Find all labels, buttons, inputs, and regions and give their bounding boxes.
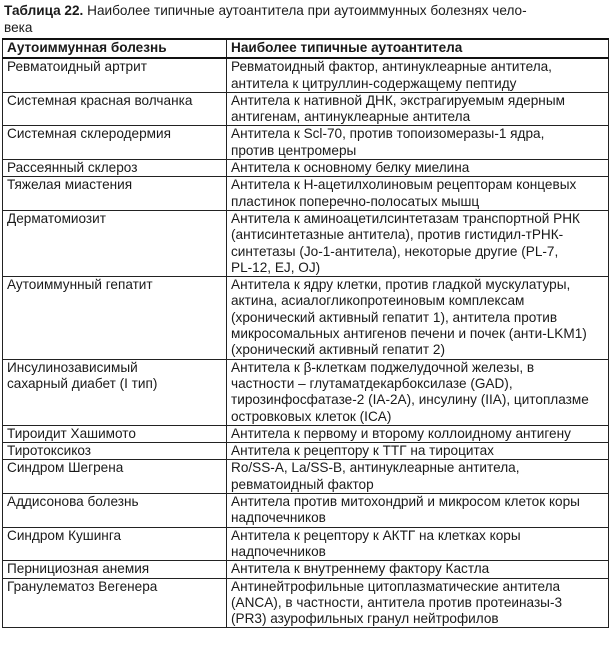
disease-cell xyxy=(3,527,227,561)
table-row xyxy=(3,359,609,425)
antibodies-cell xyxy=(227,92,609,126)
disease-name-line: Инсулинозависимый xyxy=(7,359,138,375)
antibodies-text-line: антигенам, антинуклеарные антитела xyxy=(231,109,471,125)
antibodies-cell xyxy=(227,460,609,494)
antibodies-text-line: Антитела к основному белку миелина xyxy=(231,160,470,176)
disease-name-line: Аддисонова болезнь xyxy=(7,494,139,510)
table-row xyxy=(3,210,609,276)
antibodies-text-line: (хронический активный гепатит 2) xyxy=(231,342,445,358)
disease-cell xyxy=(3,92,227,126)
disease-name-line: Ревматоидный артрит xyxy=(7,59,147,75)
antibodies-text-line: Антитела к аминоацетилсинтетазам транспортной РНК xyxy=(231,210,580,226)
antibodies-text-line: Ревматоидный фактор, антинуклеарные антитела, xyxy=(231,59,552,75)
column-header-antibodies: Наиболее типичные аутоантитела xyxy=(227,39,609,58)
disease-cell xyxy=(3,561,227,578)
table-caption-label: Таблица 22. xyxy=(4,3,84,18)
column-header-disease: Аутоиммунная болезнь xyxy=(3,39,227,58)
antibodies-cell xyxy=(227,126,609,160)
antibodies-cell xyxy=(227,561,609,578)
table-row xyxy=(3,578,609,628)
antibodies-text-line: синтетазы (Jo-1-антитела), некоторые другие (PL-7, xyxy=(231,243,559,259)
table-row xyxy=(3,425,609,442)
antibodies-text-line: Антитела к Scl-70, против топоизомеразы-1 ядра, xyxy=(231,126,545,142)
disease-name-line: Дерматомиозит xyxy=(7,210,106,226)
disease-name-line: Тяжелая миастения xyxy=(7,177,133,193)
antibodies-text-line: Антинейтрофильные цитоплазматические антитела xyxy=(231,578,561,594)
antibodies-text-line: (хронический активный гепатит 1), антитела против xyxy=(231,309,558,325)
antibodies-text-line: Антитела к Н-ацетилхолиновым рецепторам концевых xyxy=(231,177,577,193)
antibodies-text-line: микросомальных антигенов печени и почек (анти-LKM1) xyxy=(231,326,587,342)
table-row xyxy=(3,160,609,177)
antibodies-cell xyxy=(227,443,609,460)
antibodies-text-line: Антитела к внутреннему фактору Кастла xyxy=(231,561,490,577)
disease-cell xyxy=(3,443,227,460)
table-caption-text: Наиболее типичные аутоантитела при аутоиммунных болезнях чело- века xyxy=(4,3,527,35)
antibodies-text-line: (ANCA), в частности, антитела против протеиназы-3 xyxy=(231,594,563,610)
table-caption xyxy=(4,2,604,36)
table-row xyxy=(3,277,609,359)
autoantibody-table xyxy=(2,38,609,628)
disease-name-line: Синдром Шегрена xyxy=(7,460,124,476)
antibodies-text-line: Антитела против митохондрий и микросом клеток коры xyxy=(231,494,580,510)
disease-cell xyxy=(3,58,227,92)
table-header-row xyxy=(3,39,609,58)
table-body xyxy=(3,58,609,628)
disease-name-line: Системная красная волчанка xyxy=(7,92,193,108)
table-row xyxy=(3,527,609,561)
disease-name-line: Синдром Кушинга xyxy=(7,527,122,543)
disease-name-line: Аутоиммунный гепатит xyxy=(7,277,153,293)
antibodies-text-line: Антитела к ядру клетки, против гладкой мускулатуры, xyxy=(231,277,571,293)
antibodies-cell xyxy=(227,425,609,442)
disease-cell xyxy=(3,177,227,211)
antibodies-text-line: против центромеры xyxy=(231,142,357,158)
disease-cell xyxy=(3,210,227,276)
antibodies-text-line: Ro/SS-A, La/SS-B, антинуклеарные антитела, xyxy=(231,460,520,476)
antibodies-cell xyxy=(227,578,609,628)
antibodies-text-line: Антитела к первому и второму коллоидному антигену xyxy=(231,425,571,441)
table-row xyxy=(3,443,609,460)
disease-cell xyxy=(3,494,227,528)
antibodies-text-line: Антитела к нативной ДНК, экстрагируемым ядерным xyxy=(231,92,565,108)
disease-cell xyxy=(3,277,227,359)
disease-cell xyxy=(3,160,227,177)
table-row xyxy=(3,494,609,528)
disease-name-line: Пернициозная анемия xyxy=(7,561,150,577)
antibodies-text-line: (PR3) азурофильных гранул нейтрофилов xyxy=(231,611,499,627)
antibodies-cell xyxy=(227,58,609,92)
disease-cell xyxy=(3,425,227,442)
table-row xyxy=(3,460,609,494)
antibodies-cell xyxy=(227,527,609,561)
table-row xyxy=(3,561,609,578)
disease-name-line: Гранулематоз Вегенера xyxy=(7,578,158,594)
antibodies-cell xyxy=(227,359,609,425)
antibodies-cell xyxy=(227,277,609,359)
antibodies-text-line: пластинок поперечно-полосатых мышц xyxy=(231,193,480,209)
antibodies-text-line: надпочечников xyxy=(231,510,326,526)
antibodies-text-line: ревматоидный фактор xyxy=(231,476,374,492)
antibodies-text-line: частности – глутаматдекарбоксилазе (GAD), xyxy=(231,375,513,391)
antibodies-text-line: Антитела к β-клеткам поджелудочной железы, в xyxy=(231,359,535,375)
disease-name-line: Рассеянный склероз xyxy=(7,160,138,176)
antibodies-cell xyxy=(227,160,609,177)
antibodies-text-line: надпочечников xyxy=(231,543,326,559)
disease-name-line: Тиротоксикоз xyxy=(7,443,91,459)
table-row xyxy=(3,126,609,160)
table-header xyxy=(3,39,609,58)
disease-cell xyxy=(3,460,227,494)
disease-cell xyxy=(3,126,227,160)
table-row xyxy=(3,92,609,126)
antibodies-text-line: островковых клеток (ICA) xyxy=(231,408,392,424)
antibodies-cell xyxy=(227,210,609,276)
antibodies-text-line: актина, асиалогликопротеиновым комплексам xyxy=(231,293,525,309)
disease-cell xyxy=(3,578,227,628)
disease-name-line: Системная склеродермия xyxy=(7,126,171,142)
antibodies-text-line: антитела к цитруллин-содержащему пептиду xyxy=(231,75,517,91)
antibodies-cell xyxy=(227,494,609,528)
antibodies-text-line: (антисинтетазные антитела), против гистидил-тРНК- xyxy=(231,227,564,243)
disease-name-line: Тироидит Хашимото xyxy=(7,425,136,441)
antibodies-text-line: тирозинфосфатазе-2 (IA-2A), инсулину (IIA), цитоплазме xyxy=(231,392,589,408)
disease-cell xyxy=(3,359,227,425)
table-row xyxy=(3,177,609,211)
disease-name-line: сахарный диабет (I тип) xyxy=(7,375,158,391)
antibodies-text-line: Антитела к рецептору к ТТГ на тироцитах xyxy=(231,443,494,459)
antibodies-text-line: Антитела к рецептору к АКТГ на клетках коры xyxy=(231,527,521,543)
table-row xyxy=(3,58,609,92)
antibodies-cell xyxy=(227,177,609,211)
antibodies-text-line: PL-12, EJ, OJ) xyxy=(231,259,321,275)
